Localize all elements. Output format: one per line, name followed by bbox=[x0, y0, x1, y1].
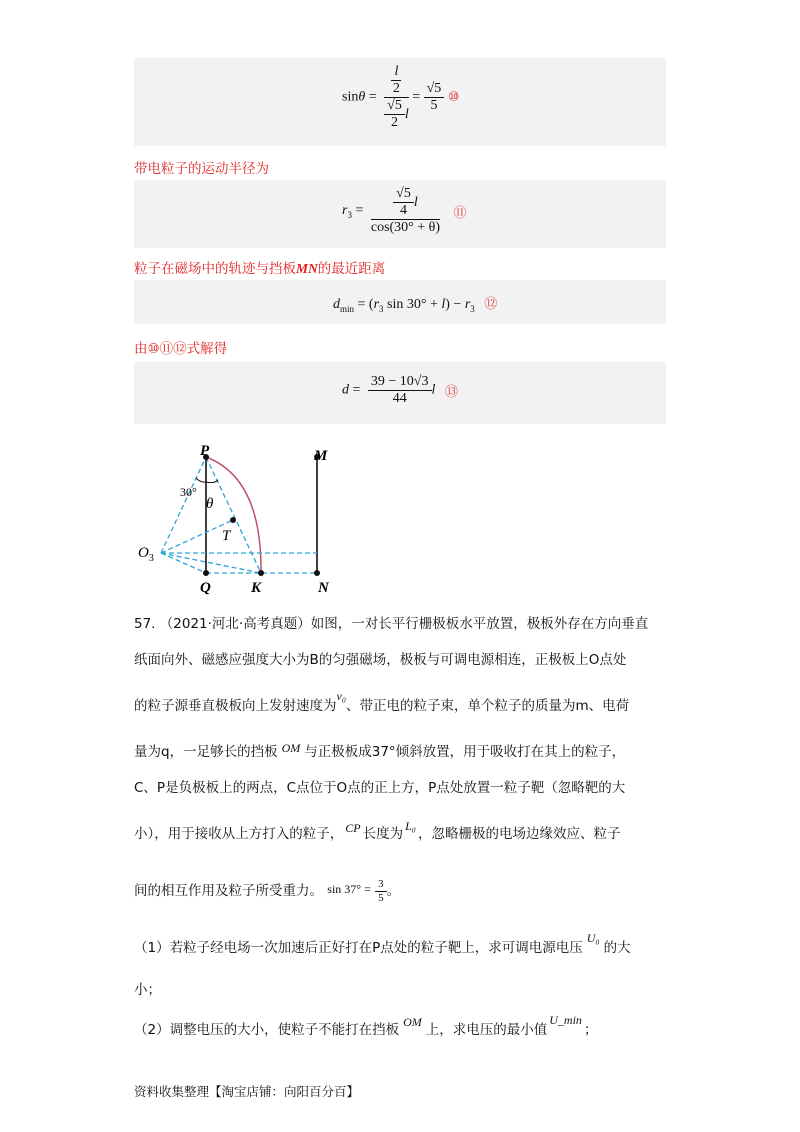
angle-arc-30 bbox=[196, 478, 206, 482]
equation-12: $d_{min} = (r_3$ $\sin 30^\circ + l) - r_3$ ⑫ bbox=[333, 297, 498, 314]
label-theta: θ bbox=[206, 496, 214, 512]
equation-tag-13: ⑬ bbox=[444, 385, 458, 401]
question-2: （2）调整电压的大小，使粒子不能打在挡板 OM 上，求电压的最小值U_min； bbox=[134, 1013, 598, 1038]
equation-tag-11: ⑪ bbox=[453, 205, 467, 221]
point-t bbox=[230, 517, 236, 523]
equation-11: $r_3$ = $\frac{√5}{4}$ l cos(30° + θ) ⑪ bbox=[342, 186, 467, 236]
label-radius: 带电粒子的运动半径为 bbox=[134, 161, 269, 177]
label-closest-distance: 粒子在磁场中的轨迹与挡板MN的最近距离 bbox=[134, 261, 386, 277]
label-n: N bbox=[318, 580, 329, 596]
problem-line-6: 小），用于接收从上方打入的粒子， CP 长度为 L₀ ，忽略栅极的电场边缘效应、粒子 bbox=[134, 819, 621, 842]
problem-line-7: 间的相互作用及粒子所受重力。 sin 37° = $\frac{3}{5}$ 。 bbox=[134, 878, 401, 904]
point-q bbox=[203, 570, 209, 576]
dash-o3-p bbox=[161, 457, 206, 553]
problem-line-4: 量为q，一足够长的挡板 OM 与正极板成37°倾斜放置，用于吸收打在其上的粒子， bbox=[134, 741, 626, 760]
equation-tag-10: ⑩ bbox=[447, 90, 460, 106]
label-p: P bbox=[200, 443, 210, 459]
problem-line-1: 57. （2021·河北·高考真题）如图，一对长平行栅极板水平放置，极板外存在方向垂直 bbox=[134, 616, 649, 632]
label-solve: 由⑩⑪⑫式解得 bbox=[134, 341, 228, 357]
problem-line-5: C、P是负极板上的两点，C点位于O点的正上方，P点处放置一粒子靶（忽略靶的大 bbox=[134, 780, 626, 796]
label-t: T bbox=[222, 528, 231, 544]
trajectory-figure bbox=[130, 440, 370, 600]
problem-line-3: 的粒子源垂直极板向上发射速度为v₀、带正电的粒子束，单个粒子的质量为m、电荷 bbox=[134, 689, 630, 714]
label-m: M bbox=[314, 448, 328, 464]
dash-o3-q bbox=[161, 553, 206, 573]
problem-line-2: 纸面向外、磁感应强度大小为B的匀强磁场，极板与可调电源相连，正极板上O点处 bbox=[134, 652, 627, 668]
equation-13: d = $\frac{39 - 10√3}{44}$ l ⑬ bbox=[342, 374, 458, 407]
point-n bbox=[314, 570, 320, 576]
dash-o3-k bbox=[161, 553, 261, 573]
footer-source: 资料收集整理【淘宝店铺：向阳百分百】 bbox=[134, 1084, 360, 1099]
equation-tag-12: ⑫ bbox=[484, 297, 498, 312]
point-k bbox=[258, 570, 264, 576]
label-angle-30: 30° bbox=[180, 485, 197, 499]
angle-arc-theta bbox=[206, 480, 218, 483]
equation-10: sinθ = $\frac{l}{2}$ $\frac{√5}{2}$ l = $\frac{√5}{5}$ ⑩ bbox=[342, 64, 460, 131]
question-1: （1）若粒子经电场一次加速后正好打在P点处的粒子靶上，求可调电源电压U₀的大 bbox=[134, 931, 631, 956]
question-1-cont: 小； bbox=[134, 982, 161, 998]
label-q: Q bbox=[200, 580, 211, 596]
label-o3: $O_3$ bbox=[138, 545, 154, 564]
label-k: K bbox=[251, 580, 262, 596]
